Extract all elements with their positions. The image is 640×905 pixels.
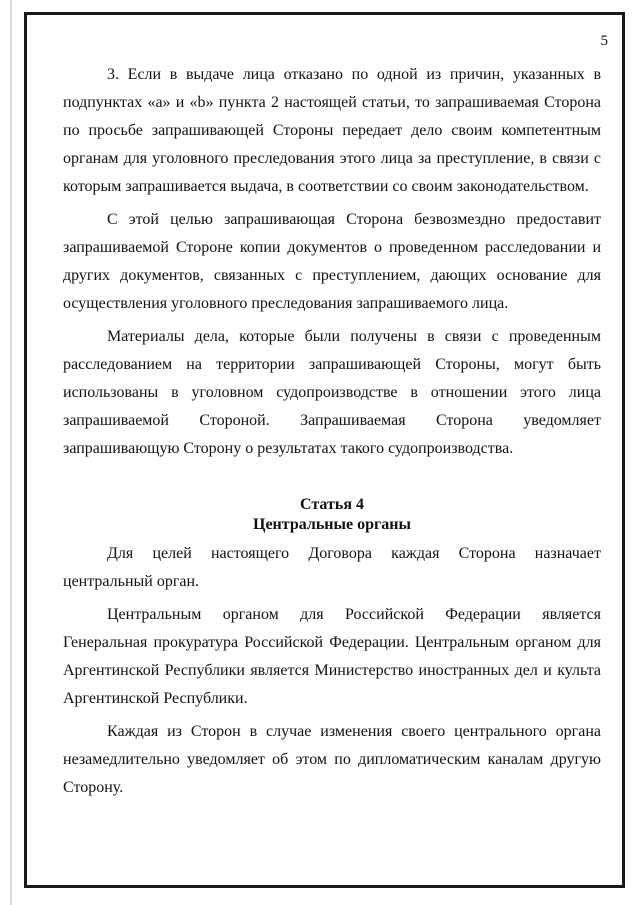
paragraph-change-notification: Каждая из Сторон в случае изменения своего центрального органа незамедлительно уведомляет об этом по дипломатическим каналам другую Сторону.	[63, 723, 601, 796]
paragraph-extradition-refusal: 3. Если в выдаче лица отказано по одной из причин, указанных в подпунктах «а» и «b» пункта 2 настоящей статьи, то запрашиваемая Сторона по просьбе запрашивающей Стороны передает дело своим компетентным органам для уголовного преследования этого лица за преступление, в связи с которым запрашивается выдача, в соответствии со своим законодательством.	[63, 66, 601, 195]
paragraph-case-materials: Материалы дела, которые были получены в связи с проведенным расследованием на территории запрашивающей Стороны, могут быть использованы в уголовном судопроизводстве в отношении этого лица запрашиваемой Стороной. Запрашиваемая Сторона уведомляет запрашивающую Сторону о результатах такого судопроизводства.	[63, 328, 601, 457]
paragraph-central-authorities-named: Центральным органом для Российской Федерации является Генеральная прокуратура Российской Федерации. Центральным органом для Аргентинской Республики является Министерство иностранных дел и культа Аргентинской Республики.	[63, 606, 601, 707]
article-number: Статья 4	[300, 496, 364, 513]
paragraph-central-authority-designation: Для целей настоящего Договора каждая Сторона назначает центральный орган.	[63, 545, 601, 590]
paragraph-documents-provision: С этой целью запрашивающая Сторона безвозмездно предоставит запрашиваемой Стороне копии документов о проведенном расследовании и других документов, связанных с преступлением, дающих основание для осуществления уголовного преследования запрашиваемого лица.	[63, 211, 601, 312]
page-number: 5	[600, 33, 608, 49]
scan-edge-line	[10, 0, 12, 905]
article-heading	[63, 495, 601, 535]
document-body	[63, 61, 601, 807]
article-title: Центральные органы	[253, 516, 411, 533]
